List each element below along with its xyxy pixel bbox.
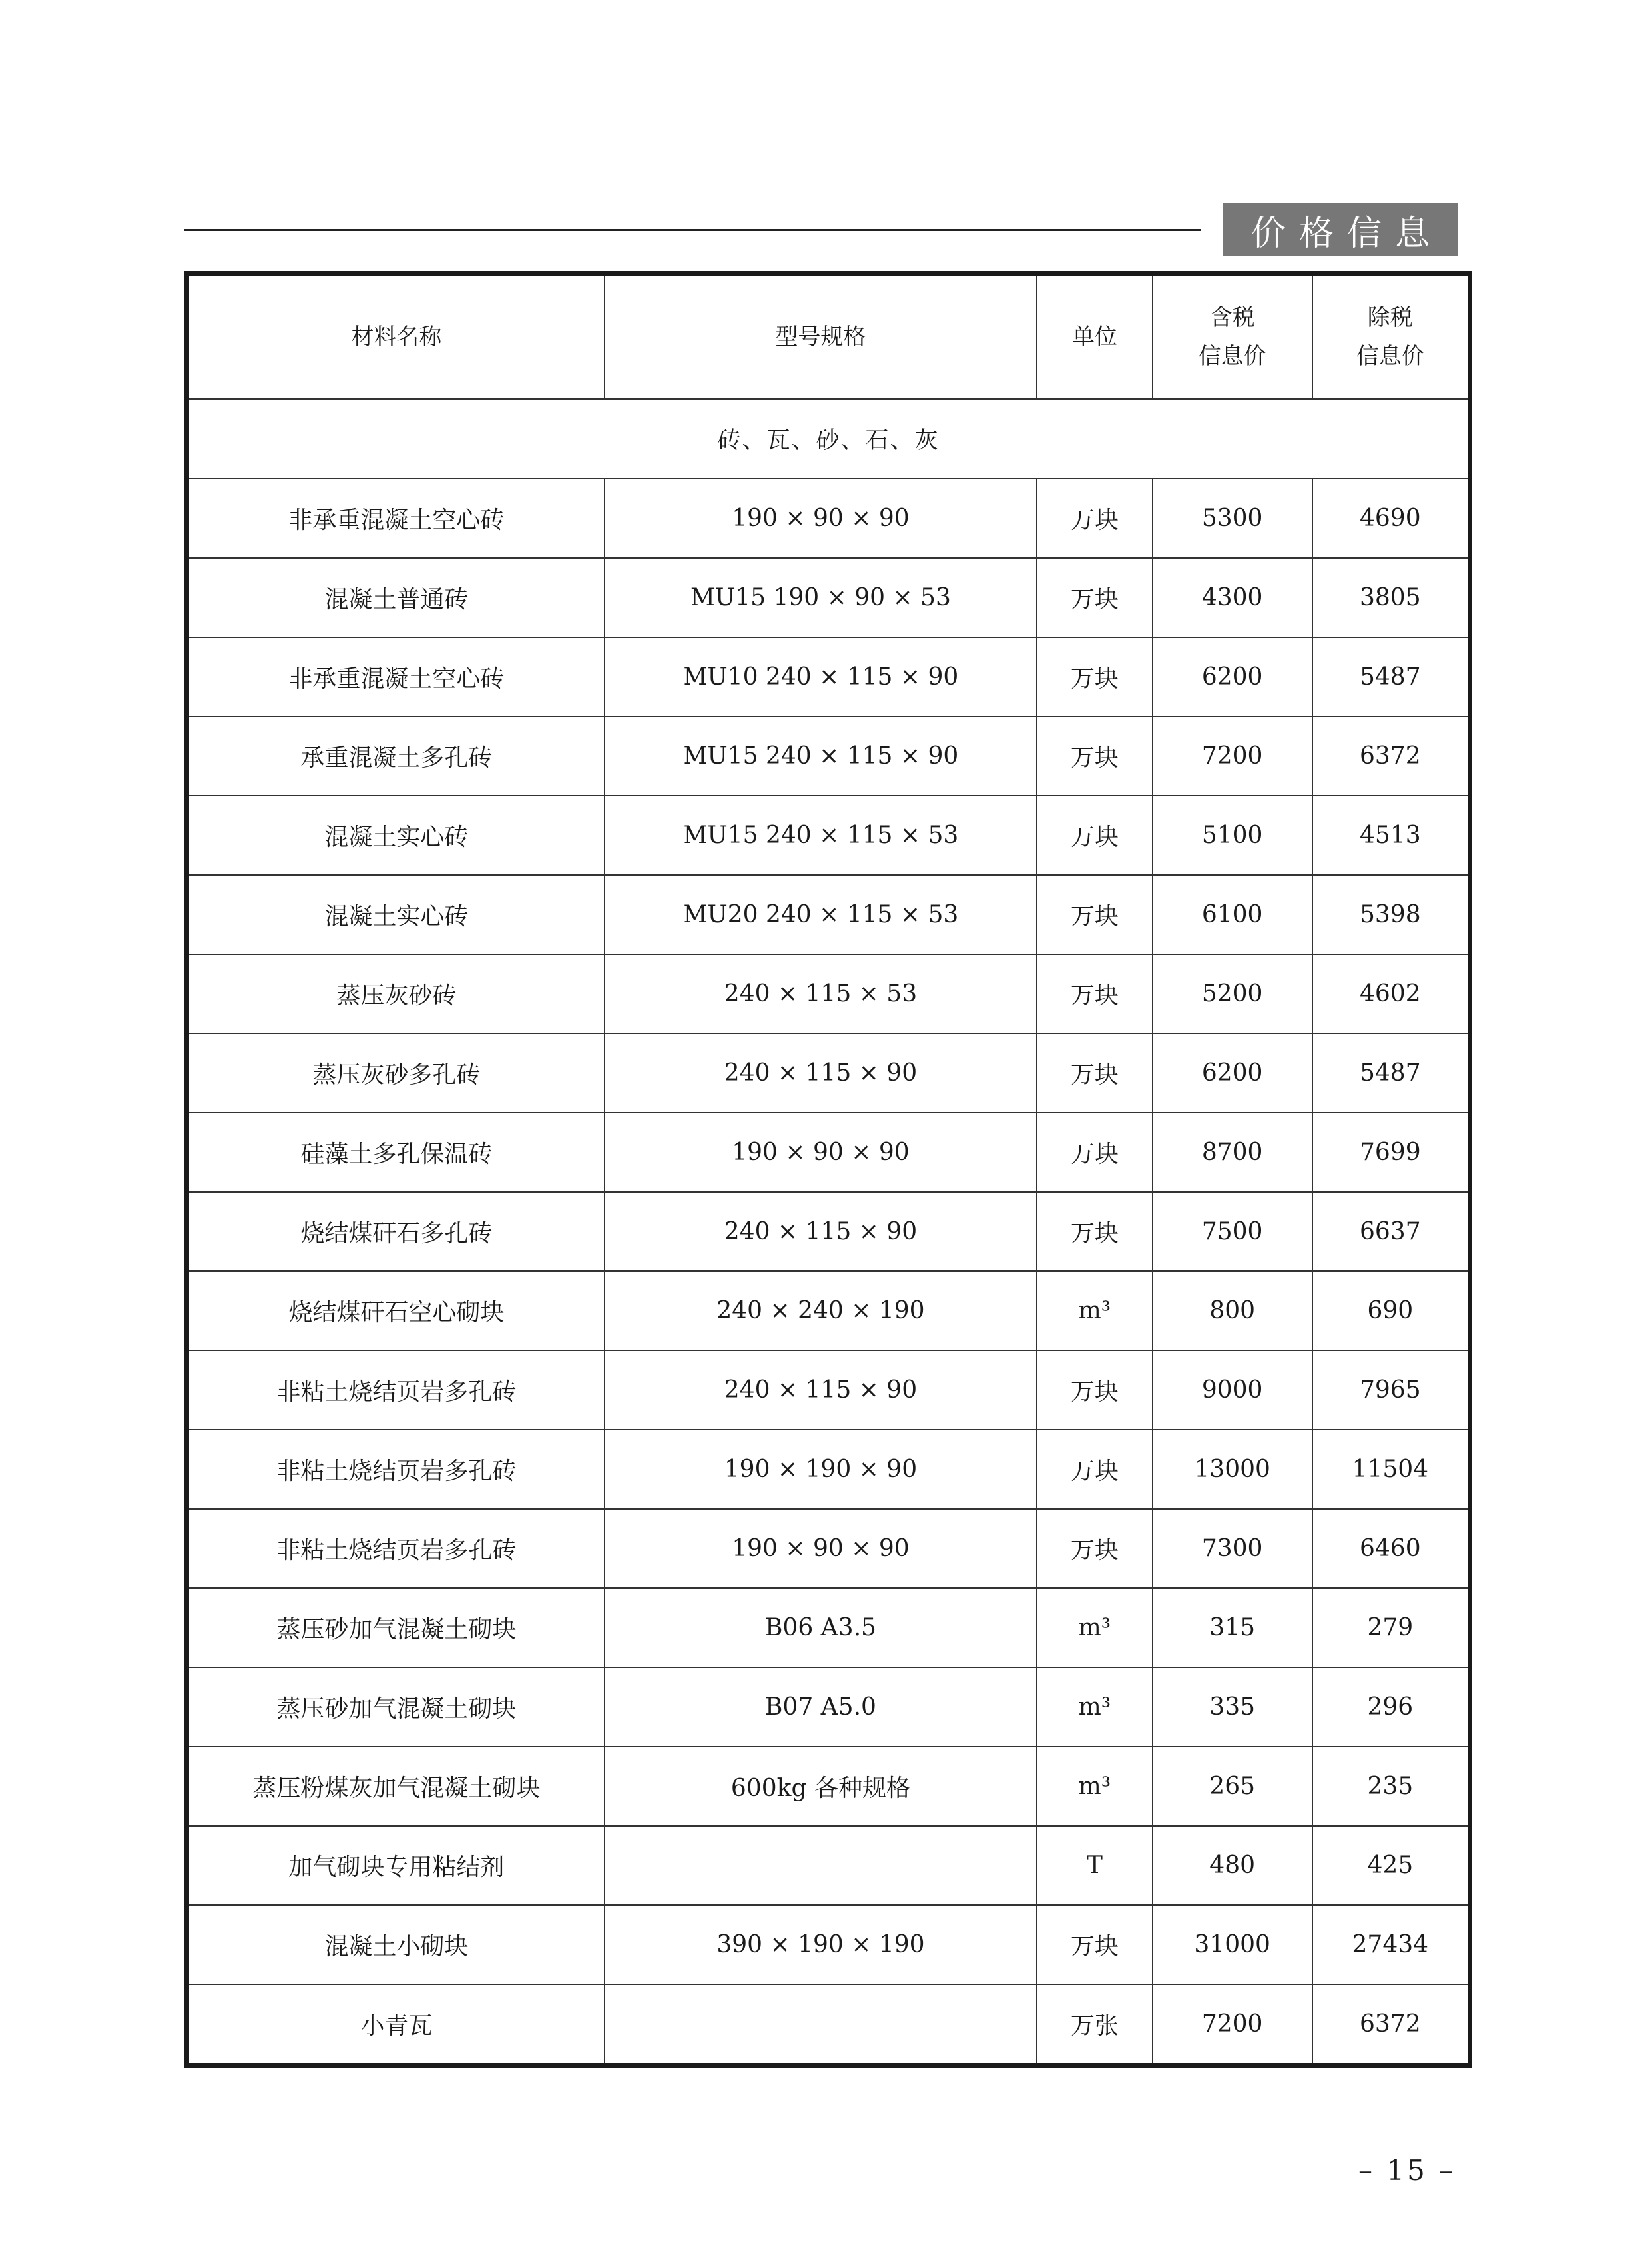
cell-price-tax-inclusive: 265 bbox=[1153, 1747, 1312, 1826]
table-row bbox=[187, 1747, 1470, 1826]
cell-spec: 190 × 90 × 90 bbox=[605, 479, 1037, 558]
cell-spec: MU15 190 × 90 × 53 bbox=[605, 558, 1037, 637]
cell-price-tax-inclusive: 9000 bbox=[1153, 1350, 1312, 1430]
cell-material-name: 非粘土烧结页岩多孔砖 bbox=[187, 1350, 605, 1430]
table-row bbox=[187, 558, 1470, 637]
cell-spec bbox=[605, 1826, 1037, 1905]
category-label: 砖、瓦、砂、石、灰 bbox=[187, 399, 1470, 479]
column-header-tax-exclusive-line1: 除税 bbox=[1367, 304, 1413, 331]
table-row bbox=[187, 1271, 1470, 1350]
section-title: 价格信息 bbox=[1223, 203, 1458, 256]
cell-price-tax-exclusive: 6460 bbox=[1312, 1509, 1470, 1588]
cell-price-tax-inclusive: 480 bbox=[1153, 1826, 1312, 1905]
cell-unit: 万块 bbox=[1037, 954, 1153, 1033]
cell-material-name: 混凝土小砌块 bbox=[187, 1905, 605, 1984]
cell-material-name: 混凝土实心砖 bbox=[187, 875, 605, 954]
cell-material-name: 混凝土实心砖 bbox=[187, 796, 605, 875]
table-row bbox=[187, 954, 1470, 1033]
cell-price-tax-inclusive: 6200 bbox=[1153, 637, 1312, 716]
cell-price-tax-exclusive: 4513 bbox=[1312, 796, 1470, 875]
cell-price-tax-exclusive: 6372 bbox=[1312, 1984, 1470, 2066]
table-row bbox=[187, 1033, 1470, 1113]
cell-price-tax-inclusive: 13000 bbox=[1153, 1430, 1312, 1509]
cell-unit: 万块 bbox=[1037, 716, 1153, 796]
cell-price-tax-inclusive: 5100 bbox=[1153, 796, 1312, 875]
cell-price-tax-inclusive: 335 bbox=[1153, 1667, 1312, 1747]
table-header-row bbox=[187, 274, 1470, 400]
table-row bbox=[187, 1430, 1470, 1509]
cell-unit: 万块 bbox=[1037, 479, 1153, 558]
cell-material-name: 非粘土烧结页岩多孔砖 bbox=[187, 1430, 605, 1509]
cell-price-tax-exclusive: 7965 bbox=[1312, 1350, 1470, 1430]
table-row bbox=[187, 1667, 1470, 1747]
cell-price-tax-inclusive: 6100 bbox=[1153, 875, 1312, 954]
cell-material-name: 小青瓦 bbox=[187, 1984, 605, 2066]
page-number: – 15 – bbox=[1358, 2154, 1456, 2187]
table-row bbox=[187, 716, 1470, 796]
cell-price-tax-inclusive: 315 bbox=[1153, 1588, 1312, 1667]
cell-price-tax-exclusive: 425 bbox=[1312, 1826, 1470, 1905]
cell-unit: m³ bbox=[1037, 1747, 1153, 1826]
cell-spec: MU15 240 × 115 × 53 bbox=[605, 796, 1037, 875]
cell-price-tax-exclusive: 6637 bbox=[1312, 1192, 1470, 1271]
table-row bbox=[187, 1509, 1470, 1588]
column-header-tax-inclusive-line2: 信息价 bbox=[1198, 343, 1266, 370]
price-table bbox=[184, 271, 1472, 2068]
cell-material-name: 非粘土烧结页岩多孔砖 bbox=[187, 1509, 605, 1588]
cell-spec: B07 A5.0 bbox=[605, 1667, 1037, 1747]
cell-unit: 万块 bbox=[1037, 1192, 1153, 1271]
cell-price-tax-exclusive: 5487 bbox=[1312, 1033, 1470, 1113]
table-row bbox=[187, 1113, 1470, 1192]
cell-price-tax-inclusive: 5300 bbox=[1153, 479, 1312, 558]
column-header-tax-inclusive-line1: 含税 bbox=[1209, 304, 1255, 331]
cell-price-tax-inclusive: 31000 bbox=[1153, 1905, 1312, 1984]
table-body bbox=[187, 399, 1470, 2066]
cell-price-tax-exclusive: 6372 bbox=[1312, 716, 1470, 796]
cell-price-tax-exclusive: 279 bbox=[1312, 1588, 1470, 1667]
cell-price-tax-exclusive: 5487 bbox=[1312, 637, 1470, 716]
column-header-name: 材料名称 bbox=[187, 274, 605, 400]
cell-spec: 240 × 115 × 90 bbox=[605, 1033, 1037, 1113]
table-row bbox=[187, 1905, 1470, 1984]
table-row bbox=[187, 479, 1470, 558]
cell-spec bbox=[605, 1984, 1037, 2066]
cell-spec: MU20 240 × 115 × 53 bbox=[605, 875, 1037, 954]
cell-unit: 万块 bbox=[1037, 1033, 1153, 1113]
cell-unit: 万块 bbox=[1037, 637, 1153, 716]
cell-material-name: 蒸压灰砂多孔砖 bbox=[187, 1033, 605, 1113]
header-rule bbox=[184, 229, 1201, 231]
cell-price-tax-exclusive: 296 bbox=[1312, 1667, 1470, 1747]
cell-price-tax-exclusive: 5398 bbox=[1312, 875, 1470, 954]
cell-unit: 万块 bbox=[1037, 1350, 1153, 1430]
table-row bbox=[187, 796, 1470, 875]
cell-unit: 万块 bbox=[1037, 1430, 1153, 1509]
cell-material-name: 承重混凝土多孔砖 bbox=[187, 716, 605, 796]
cell-spec: 240 × 240 × 190 bbox=[605, 1271, 1037, 1350]
cell-spec: 190 × 90 × 90 bbox=[605, 1113, 1037, 1192]
cell-material-name: 非承重混凝土空心砖 bbox=[187, 479, 605, 558]
cell-price-tax-inclusive: 7200 bbox=[1153, 716, 1312, 796]
table-row bbox=[187, 875, 1470, 954]
cell-material-name: 混凝土普通砖 bbox=[187, 558, 605, 637]
table-row bbox=[187, 1984, 1470, 2066]
cell-unit: 万块 bbox=[1037, 558, 1153, 637]
table-row bbox=[187, 1826, 1470, 1905]
cell-spec: MU10 240 × 115 × 90 bbox=[605, 637, 1037, 716]
cell-spec: 190 × 90 × 90 bbox=[605, 1509, 1037, 1588]
table-row bbox=[187, 1588, 1470, 1667]
table-row bbox=[187, 1350, 1470, 1430]
cell-price-tax-inclusive: 5200 bbox=[1153, 954, 1312, 1033]
cell-price-tax-exclusive: 3805 bbox=[1312, 558, 1470, 637]
column-header-spec: 型号规格 bbox=[605, 274, 1037, 400]
cell-price-tax-exclusive: 11504 bbox=[1312, 1430, 1470, 1509]
cell-spec: MU15 240 × 115 × 90 bbox=[605, 716, 1037, 796]
cell-price-tax-inclusive: 7300 bbox=[1153, 1509, 1312, 1588]
cell-price-tax-inclusive: 6200 bbox=[1153, 1033, 1312, 1113]
column-header-tax-exclusive-line2: 信息价 bbox=[1356, 343, 1424, 370]
cell-unit: 万块 bbox=[1037, 1113, 1153, 1192]
table-row bbox=[187, 637, 1470, 716]
table-row bbox=[187, 1192, 1470, 1271]
cell-material-name: 硅藻土多孔保温砖 bbox=[187, 1113, 605, 1192]
cell-spec: 600kg 各种规格 bbox=[605, 1747, 1037, 1826]
cell-price-tax-exclusive: 7699 bbox=[1312, 1113, 1470, 1192]
cell-spec: 240 × 115 × 53 bbox=[605, 954, 1037, 1033]
cell-price-tax-inclusive: 8700 bbox=[1153, 1113, 1312, 1192]
cell-material-name: 蒸压灰砂砖 bbox=[187, 954, 605, 1033]
cell-unit: m³ bbox=[1037, 1667, 1153, 1747]
cell-material-name: 非承重混凝土空心砖 bbox=[187, 637, 605, 716]
column-header-tax-inclusive bbox=[1153, 274, 1312, 400]
cell-unit: 万块 bbox=[1037, 875, 1153, 954]
cell-price-tax-exclusive: 4690 bbox=[1312, 479, 1470, 558]
cell-price-tax-inclusive: 800 bbox=[1153, 1271, 1312, 1350]
category-row bbox=[187, 399, 1470, 479]
cell-unit: m³ bbox=[1037, 1588, 1153, 1667]
cell-price-tax-inclusive: 7200 bbox=[1153, 1984, 1312, 2066]
cell-unit: T bbox=[1037, 1826, 1153, 1905]
cell-material-name: 蒸压砂加气混凝土砌块 bbox=[187, 1588, 605, 1667]
cell-price-tax-exclusive: 4602 bbox=[1312, 954, 1470, 1033]
cell-material-name: 蒸压砂加气混凝土砌块 bbox=[187, 1667, 605, 1747]
cell-spec: B06 A3.5 bbox=[605, 1588, 1037, 1667]
cell-material-name: 加气砌块专用粘结剂 bbox=[187, 1826, 605, 1905]
column-header-unit: 单位 bbox=[1037, 274, 1153, 400]
cell-unit: 万块 bbox=[1037, 796, 1153, 875]
cell-price-tax-exclusive: 690 bbox=[1312, 1271, 1470, 1350]
cell-unit: 万张 bbox=[1037, 1984, 1153, 2066]
cell-material-name: 烧结煤矸石多孔砖 bbox=[187, 1192, 605, 1271]
cell-price-tax-exclusive: 235 bbox=[1312, 1747, 1470, 1826]
cell-spec: 390 × 190 × 190 bbox=[605, 1905, 1037, 1984]
cell-spec: 240 × 115 × 90 bbox=[605, 1350, 1037, 1430]
cell-unit: 万块 bbox=[1037, 1905, 1153, 1984]
cell-material-name: 蒸压粉煤灰加气混凝土砌块 bbox=[187, 1747, 605, 1826]
cell-material-name: 烧结煤矸石空心砌块 bbox=[187, 1271, 605, 1350]
cell-price-tax-exclusive: 27434 bbox=[1312, 1905, 1470, 1984]
cell-price-tax-inclusive: 4300 bbox=[1153, 558, 1312, 637]
cell-unit: 万块 bbox=[1037, 1509, 1153, 1588]
column-header-tax-exclusive bbox=[1312, 274, 1470, 400]
cell-spec: 240 × 115 × 90 bbox=[605, 1192, 1037, 1271]
cell-spec: 190 × 190 × 90 bbox=[605, 1430, 1037, 1509]
cell-unit: m³ bbox=[1037, 1271, 1153, 1350]
cell-price-tax-inclusive: 7500 bbox=[1153, 1192, 1312, 1271]
